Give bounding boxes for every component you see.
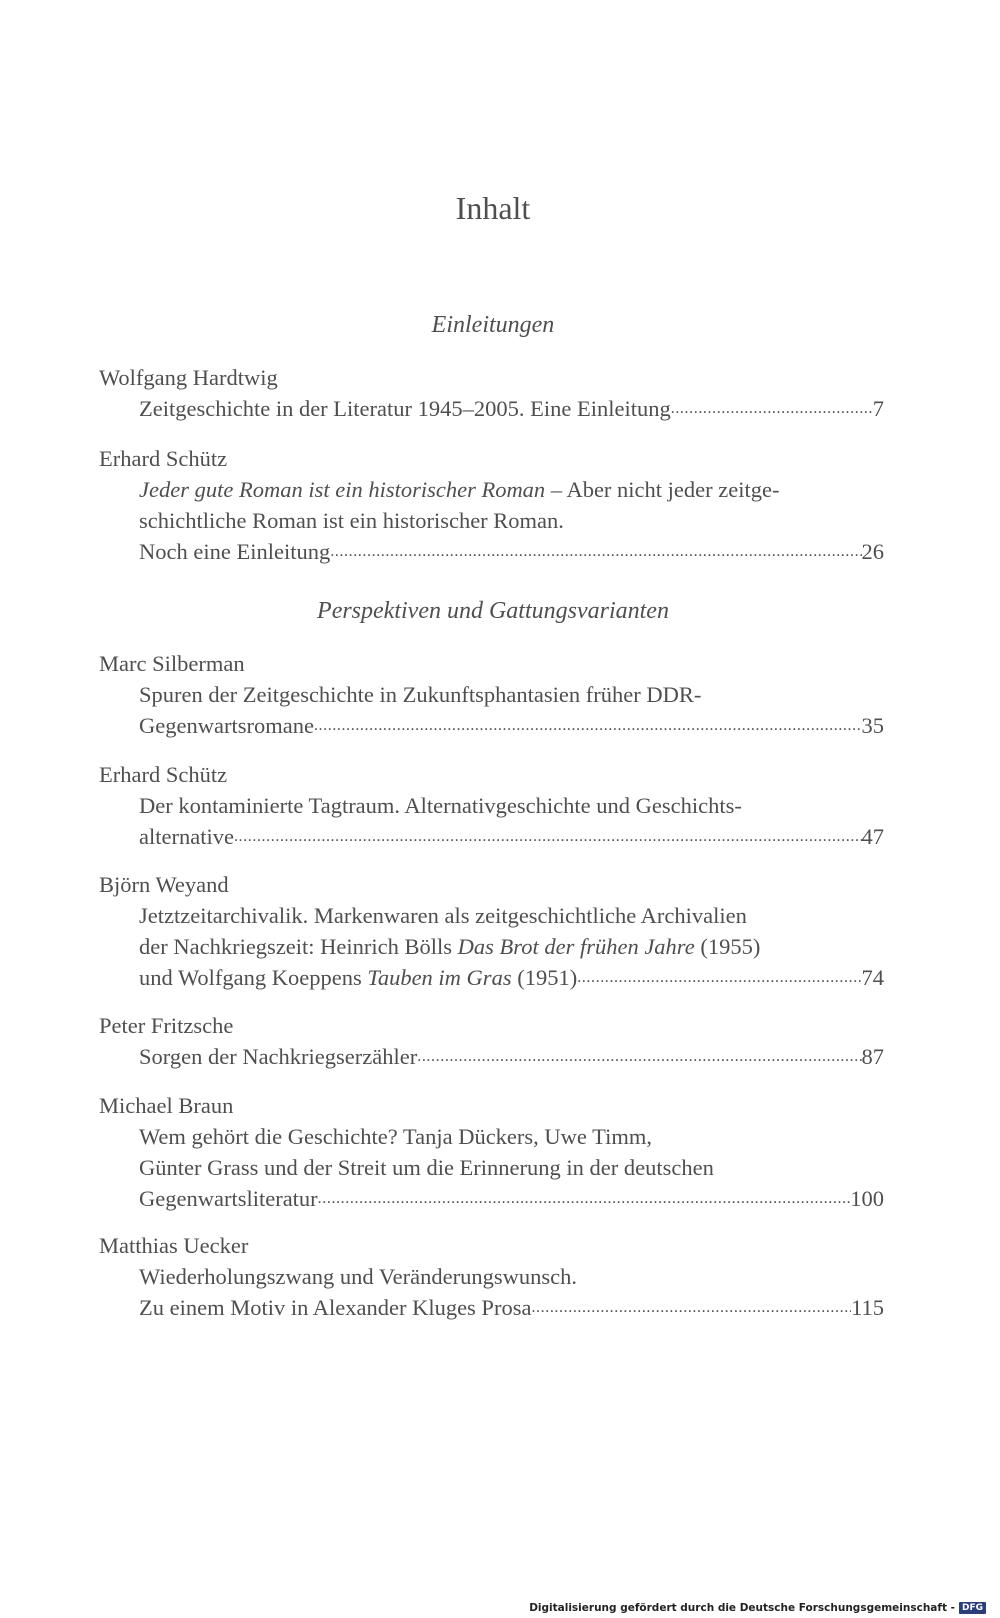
entry-title-line: Der kontaminierte Tagtraum. Alternativgeschichte und Geschichts- — [139, 793, 742, 818]
toc-entry-uecker — [99, 1230, 884, 1323]
page-number: 87 — [861, 1044, 884, 1069]
entry-title-line — [139, 1183, 884, 1214]
page-number: 26 — [861, 539, 884, 564]
toc-entry-hardtwig — [99, 362, 884, 424]
dot-leader — [417, 1041, 861, 1072]
toc-entry-silberman — [99, 648, 884, 741]
entry-title: Gegenwartsromane — [139, 713, 314, 738]
entry-title-line: Wiederholungszwang und Veränderungswunsch. — [139, 1264, 577, 1289]
digitization-footer — [529, 1602, 986, 1614]
entry-title: Noch eine Einleitung — [139, 539, 331, 564]
dot-leader — [234, 821, 862, 852]
entry-title-line — [139, 962, 884, 993]
toc-entry-schuetz-2 — [99, 759, 884, 852]
page-number: 35 — [861, 713, 884, 738]
entry-title: alternative — [139, 824, 234, 849]
page-number: 47 — [861, 824, 884, 849]
entry-title-line — [139, 393, 884, 424]
dot-leader — [330, 536, 861, 567]
page-number: 74 — [861, 965, 884, 990]
entry-author: Björn Weyand — [99, 872, 229, 897]
dot-leader — [531, 1292, 851, 1323]
entry-title: Sorgen der Nachkriegserzähler — [139, 1044, 418, 1069]
entry-title-line — [139, 1292, 884, 1323]
entry-title-line — [139, 1041, 884, 1072]
entry-title-line: schichtliche Roman ist ein historischer Roman. — [139, 508, 564, 533]
page-number: 115 — [851, 1295, 884, 1320]
entry-title: der Nachkriegszeit: Heinrich Bölls — [139, 934, 458, 959]
entry-author: Erhard Schütz — [99, 446, 228, 471]
entry-title: Gegenwartsliteratur — [139, 1186, 318, 1211]
entry-title-line: Günter Grass und der Streit um die Erinnerung in der deutschen — [139, 1155, 714, 1180]
page-number: 100 — [850, 1186, 884, 1211]
entry-title-italic: Jeder gute Roman ist ein historischer Roman — [139, 477, 546, 502]
entry-title-italic: Das Brot der frühen Jahre — [457, 934, 695, 959]
entry-title: (1951) — [511, 965, 578, 990]
page-number: 7 — [872, 396, 884, 421]
entry-title: Zu einem Motiv in Alexander Kluges Prosa — [139, 1295, 532, 1320]
toc-entry-braun — [99, 1090, 884, 1214]
section-heading-einleitungen: Einleitungen — [431, 312, 555, 338]
entry-title: – Aber nicht jeder zeitge- — [545, 477, 780, 502]
entry-title-line — [139, 474, 884, 505]
dfg-logo-icon: DFG — [959, 1602, 986, 1614]
entry-author: Peter Fritzsche — [99, 1013, 234, 1038]
toc-entry-fritzsche — [99, 1010, 884, 1072]
toc-entry-schuetz-1 — [99, 443, 884, 567]
dot-leader — [671, 393, 873, 424]
dot-leader — [318, 1183, 851, 1214]
toc-entry-weyand — [99, 869, 884, 993]
entry-title — [139, 962, 577, 993]
dot-leader — [314, 710, 862, 741]
entry-author: Erhard Schütz — [99, 762, 228, 787]
entry-title: (1955) — [694, 934, 761, 959]
page-title: Inhalt — [455, 190, 531, 226]
entry-title-line — [139, 710, 884, 741]
entry-title: Zeitgeschichte in der Literatur 1945–2005. Eine Einleitung — [139, 396, 671, 421]
dot-leader — [577, 962, 861, 993]
entry-title: und Wolfgang Koeppens — [139, 965, 368, 990]
footer-text: Digitalisierung gefördert durch die Deutsche Forschungsgemeinschaft - — [529, 1602, 955, 1614]
section-heading-perspektiven: Perspektiven und Gattungsvarianten — [317, 598, 669, 624]
entry-author: Marc Silberman — [99, 651, 245, 676]
entry-title-line: Jetztzeitarchivalik. Markenwaren als zeitgeschichtliche Archivalien — [139, 903, 747, 928]
entry-title-line — [139, 821, 884, 852]
entry-author: Wolfgang Hardtwig — [99, 365, 278, 390]
entry-title-line: Wem gehört die Geschichte? Tanja Dückers, Uwe Timm, — [139, 1124, 652, 1149]
entry-title-italic: Tauben im Gras — [367, 965, 512, 990]
entry-title-line — [139, 536, 884, 567]
entry-title-line — [139, 931, 884, 962]
entry-title-line: Spuren der Zeitgeschichte in Zukunftsphantasien früher DDR- — [139, 682, 702, 707]
entry-author: Michael Braun — [99, 1093, 234, 1118]
entry-author: Matthias Uecker — [99, 1233, 249, 1258]
